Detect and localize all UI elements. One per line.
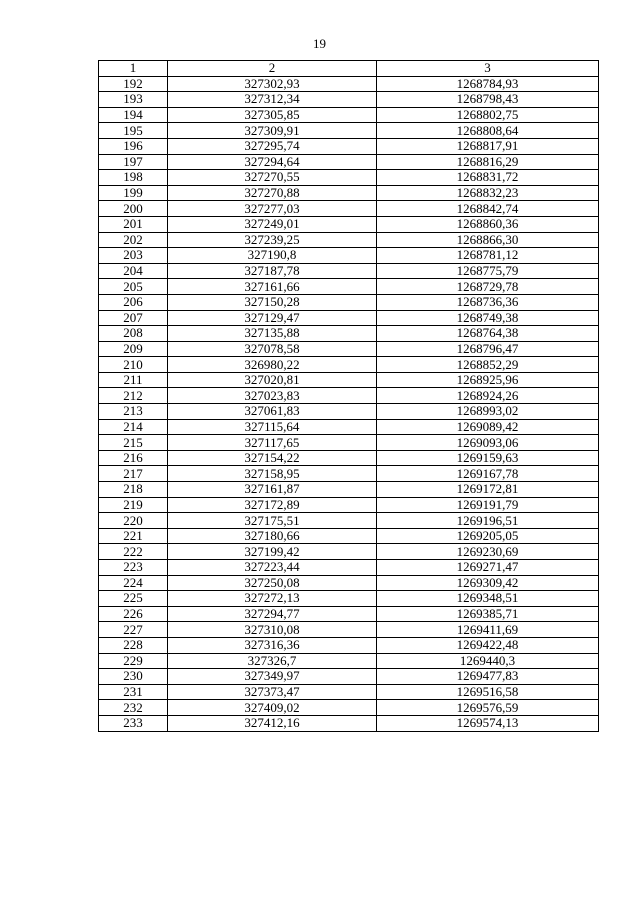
cell-x-coordinate: 327020,81 (168, 372, 377, 388)
coordinates-table (98, 60, 599, 732)
column-header-y: 3 (377, 61, 599, 77)
cell-y-coordinate: 1268831,72 (377, 170, 599, 186)
cell-point-number: 217 (99, 466, 168, 482)
cell-x-coordinate: 327023,83 (168, 388, 377, 404)
cell-point-number: 197 (99, 154, 168, 170)
table-row (99, 715, 599, 731)
cell-y-coordinate: 1268924,26 (377, 388, 599, 404)
cell-point-number: 221 (99, 528, 168, 544)
table-row (99, 466, 599, 482)
cell-x-coordinate: 327250,08 (168, 575, 377, 591)
cell-y-coordinate: 1269196,51 (377, 513, 599, 529)
table-row (99, 341, 599, 357)
table-row (99, 216, 599, 232)
cell-x-coordinate: 327349,97 (168, 669, 377, 685)
cell-x-coordinate: 327154,22 (168, 450, 377, 466)
cell-x-coordinate: 327061,83 (168, 404, 377, 420)
cell-point-number: 199 (99, 185, 168, 201)
cell-y-coordinate: 1268802,75 (377, 107, 599, 123)
cell-x-coordinate: 326980,22 (168, 357, 377, 373)
cell-point-number: 225 (99, 591, 168, 607)
cell-point-number: 220 (99, 513, 168, 529)
cell-x-coordinate: 327272,13 (168, 591, 377, 607)
cell-point-number: 229 (99, 653, 168, 669)
table-row (99, 138, 599, 154)
cell-y-coordinate: 1268816,29 (377, 154, 599, 170)
table-row (99, 669, 599, 685)
cell-y-coordinate: 1269089,42 (377, 419, 599, 435)
cell-y-coordinate: 1268832,23 (377, 185, 599, 201)
table-row (99, 606, 599, 622)
table-row (99, 310, 599, 326)
cell-x-coordinate: 327310,08 (168, 622, 377, 638)
cell-point-number: 212 (99, 388, 168, 404)
cell-x-coordinate: 327115,64 (168, 419, 377, 435)
cell-point-number: 194 (99, 107, 168, 123)
cell-point-number: 230 (99, 669, 168, 685)
table-row (99, 170, 599, 186)
table-row (99, 248, 599, 264)
cell-x-coordinate: 327223,44 (168, 560, 377, 576)
cell-x-coordinate: 327294,77 (168, 606, 377, 622)
cell-x-coordinate: 327277,03 (168, 201, 377, 217)
table-row (99, 435, 599, 451)
cell-point-number: 219 (99, 497, 168, 513)
cell-point-number: 223 (99, 560, 168, 576)
table-row (99, 637, 599, 653)
table-row (99, 544, 599, 560)
cell-y-coordinate: 1269167,78 (377, 466, 599, 482)
table-body (99, 76, 599, 731)
cell-x-coordinate: 327190,8 (168, 248, 377, 264)
table-row (99, 388, 599, 404)
cell-point-number: 198 (99, 170, 168, 186)
cell-y-coordinate: 1269159,63 (377, 450, 599, 466)
cell-y-coordinate: 1269205,05 (377, 528, 599, 544)
cell-x-coordinate: 327135,88 (168, 326, 377, 342)
cell-x-coordinate: 327309,91 (168, 123, 377, 139)
cell-y-coordinate: 1268764,38 (377, 326, 599, 342)
cell-y-coordinate: 1268925,96 (377, 372, 599, 388)
cell-y-coordinate: 1269516,58 (377, 684, 599, 700)
cell-x-coordinate: 327239,25 (168, 232, 377, 248)
cell-point-number: 193 (99, 92, 168, 108)
cell-point-number: 213 (99, 404, 168, 420)
cell-x-coordinate: 327117,65 (168, 435, 377, 451)
cell-y-coordinate: 1268842,74 (377, 201, 599, 217)
cell-point-number: 231 (99, 684, 168, 700)
cell-point-number: 192 (99, 76, 168, 92)
cell-x-coordinate: 327249,01 (168, 216, 377, 232)
cell-x-coordinate: 327412,16 (168, 715, 377, 731)
table-row (99, 326, 599, 342)
table-row (99, 497, 599, 513)
table-row (99, 575, 599, 591)
cell-x-coordinate: 327270,55 (168, 170, 377, 186)
cell-x-coordinate: 327172,89 (168, 497, 377, 513)
cell-y-coordinate: 1269422,48 (377, 637, 599, 653)
cell-x-coordinate: 327302,93 (168, 76, 377, 92)
cell-x-coordinate: 327161,66 (168, 279, 377, 295)
cell-point-number: 210 (99, 357, 168, 373)
table-row (99, 232, 599, 248)
cell-point-number: 222 (99, 544, 168, 560)
cell-y-coordinate: 1268729,78 (377, 279, 599, 295)
table-row (99, 482, 599, 498)
cell-y-coordinate: 1269411,69 (377, 622, 599, 638)
cell-point-number: 224 (99, 575, 168, 591)
cell-y-coordinate: 1269348,51 (377, 591, 599, 607)
cell-point-number: 203 (99, 248, 168, 264)
cell-point-number: 195 (99, 123, 168, 139)
table-row (99, 263, 599, 279)
cell-point-number: 216 (99, 450, 168, 466)
cell-y-coordinate: 1269271,47 (377, 560, 599, 576)
table-row (99, 404, 599, 420)
cell-point-number: 207 (99, 310, 168, 326)
table-header-row (99, 61, 599, 77)
table-row (99, 591, 599, 607)
cell-point-number: 206 (99, 294, 168, 310)
cell-point-number: 218 (99, 482, 168, 498)
cell-point-number: 215 (99, 435, 168, 451)
cell-point-number: 233 (99, 715, 168, 731)
cell-y-coordinate: 1268817,91 (377, 138, 599, 154)
cell-point-number: 211 (99, 372, 168, 388)
cell-y-coordinate: 1268781,12 (377, 248, 599, 264)
cell-x-coordinate: 327312,34 (168, 92, 377, 108)
column-header-x: 2 (168, 61, 377, 77)
cell-point-number: 205 (99, 279, 168, 295)
cell-point-number: 232 (99, 700, 168, 716)
cell-point-number: 200 (99, 201, 168, 217)
table-row (99, 92, 599, 108)
table-row (99, 419, 599, 435)
table-row (99, 185, 599, 201)
cell-y-coordinate: 1269309,42 (377, 575, 599, 591)
cell-y-coordinate: 1268808,64 (377, 123, 599, 139)
cell-point-number: 201 (99, 216, 168, 232)
cell-y-coordinate: 1268993,02 (377, 404, 599, 420)
cell-y-coordinate: 1268866,30 (377, 232, 599, 248)
table-row (99, 560, 599, 576)
table-row (99, 123, 599, 139)
cell-y-coordinate: 1268796,47 (377, 341, 599, 357)
cell-y-coordinate: 1268736,36 (377, 294, 599, 310)
cell-point-number: 214 (99, 419, 168, 435)
cell-x-coordinate: 327294,64 (168, 154, 377, 170)
cell-y-coordinate: 1269385,71 (377, 606, 599, 622)
cell-point-number: 228 (99, 637, 168, 653)
cell-y-coordinate: 1269093,06 (377, 435, 599, 451)
table-row (99, 372, 599, 388)
table-row (99, 201, 599, 217)
table-row (99, 622, 599, 638)
cell-point-number: 227 (99, 622, 168, 638)
cell-point-number: 196 (99, 138, 168, 154)
table-row (99, 76, 599, 92)
cell-y-coordinate: 1269576,59 (377, 700, 599, 716)
table-row (99, 294, 599, 310)
table-row (99, 684, 599, 700)
table-row (99, 528, 599, 544)
cell-y-coordinate: 1269574,13 (377, 715, 599, 731)
cell-x-coordinate: 327305,85 (168, 107, 377, 123)
table-row (99, 154, 599, 170)
cell-point-number: 209 (99, 341, 168, 357)
cell-x-coordinate: 327295,74 (168, 138, 377, 154)
cell-x-coordinate: 327326,7 (168, 653, 377, 669)
cell-x-coordinate: 327129,47 (168, 310, 377, 326)
table-row (99, 107, 599, 123)
table-row (99, 357, 599, 373)
cell-x-coordinate: 327150,28 (168, 294, 377, 310)
table-row (99, 279, 599, 295)
cell-y-coordinate: 1269191,79 (377, 497, 599, 513)
table-row (99, 653, 599, 669)
page-number: 19 (313, 36, 326, 51)
cell-y-coordinate: 1269440,3 (377, 653, 599, 669)
table-row (99, 700, 599, 716)
cell-y-coordinate: 1268852,29 (377, 357, 599, 373)
cell-y-coordinate: 1268784,93 (377, 76, 599, 92)
cell-point-number: 202 (99, 232, 168, 248)
cell-x-coordinate: 327161,87 (168, 482, 377, 498)
cell-y-coordinate: 1268798,43 (377, 92, 599, 108)
cell-x-coordinate: 327180,66 (168, 528, 377, 544)
table-row (99, 513, 599, 529)
cell-point-number: 204 (99, 263, 168, 279)
cell-point-number: 208 (99, 326, 168, 342)
cell-x-coordinate: 327158,95 (168, 466, 377, 482)
table-row (99, 450, 599, 466)
cell-y-coordinate: 1269477,83 (377, 669, 599, 685)
cell-y-coordinate: 1269230,69 (377, 544, 599, 560)
cell-x-coordinate: 327175,51 (168, 513, 377, 529)
cell-x-coordinate: 327199,42 (168, 544, 377, 560)
cell-x-coordinate: 327078,58 (168, 341, 377, 357)
column-header-point: 1 (99, 61, 168, 77)
cell-x-coordinate: 327187,78 (168, 263, 377, 279)
cell-x-coordinate: 327316,36 (168, 637, 377, 653)
cell-y-coordinate: 1268775,79 (377, 263, 599, 279)
cell-x-coordinate: 327270,88 (168, 185, 377, 201)
cell-y-coordinate: 1268860,36 (377, 216, 599, 232)
cell-x-coordinate: 327409,02 (168, 700, 377, 716)
cell-point-number: 226 (99, 606, 168, 622)
cell-y-coordinate: 1268749,38 (377, 310, 599, 326)
cell-x-coordinate: 327373,47 (168, 684, 377, 700)
cell-y-coordinate: 1269172,81 (377, 482, 599, 498)
